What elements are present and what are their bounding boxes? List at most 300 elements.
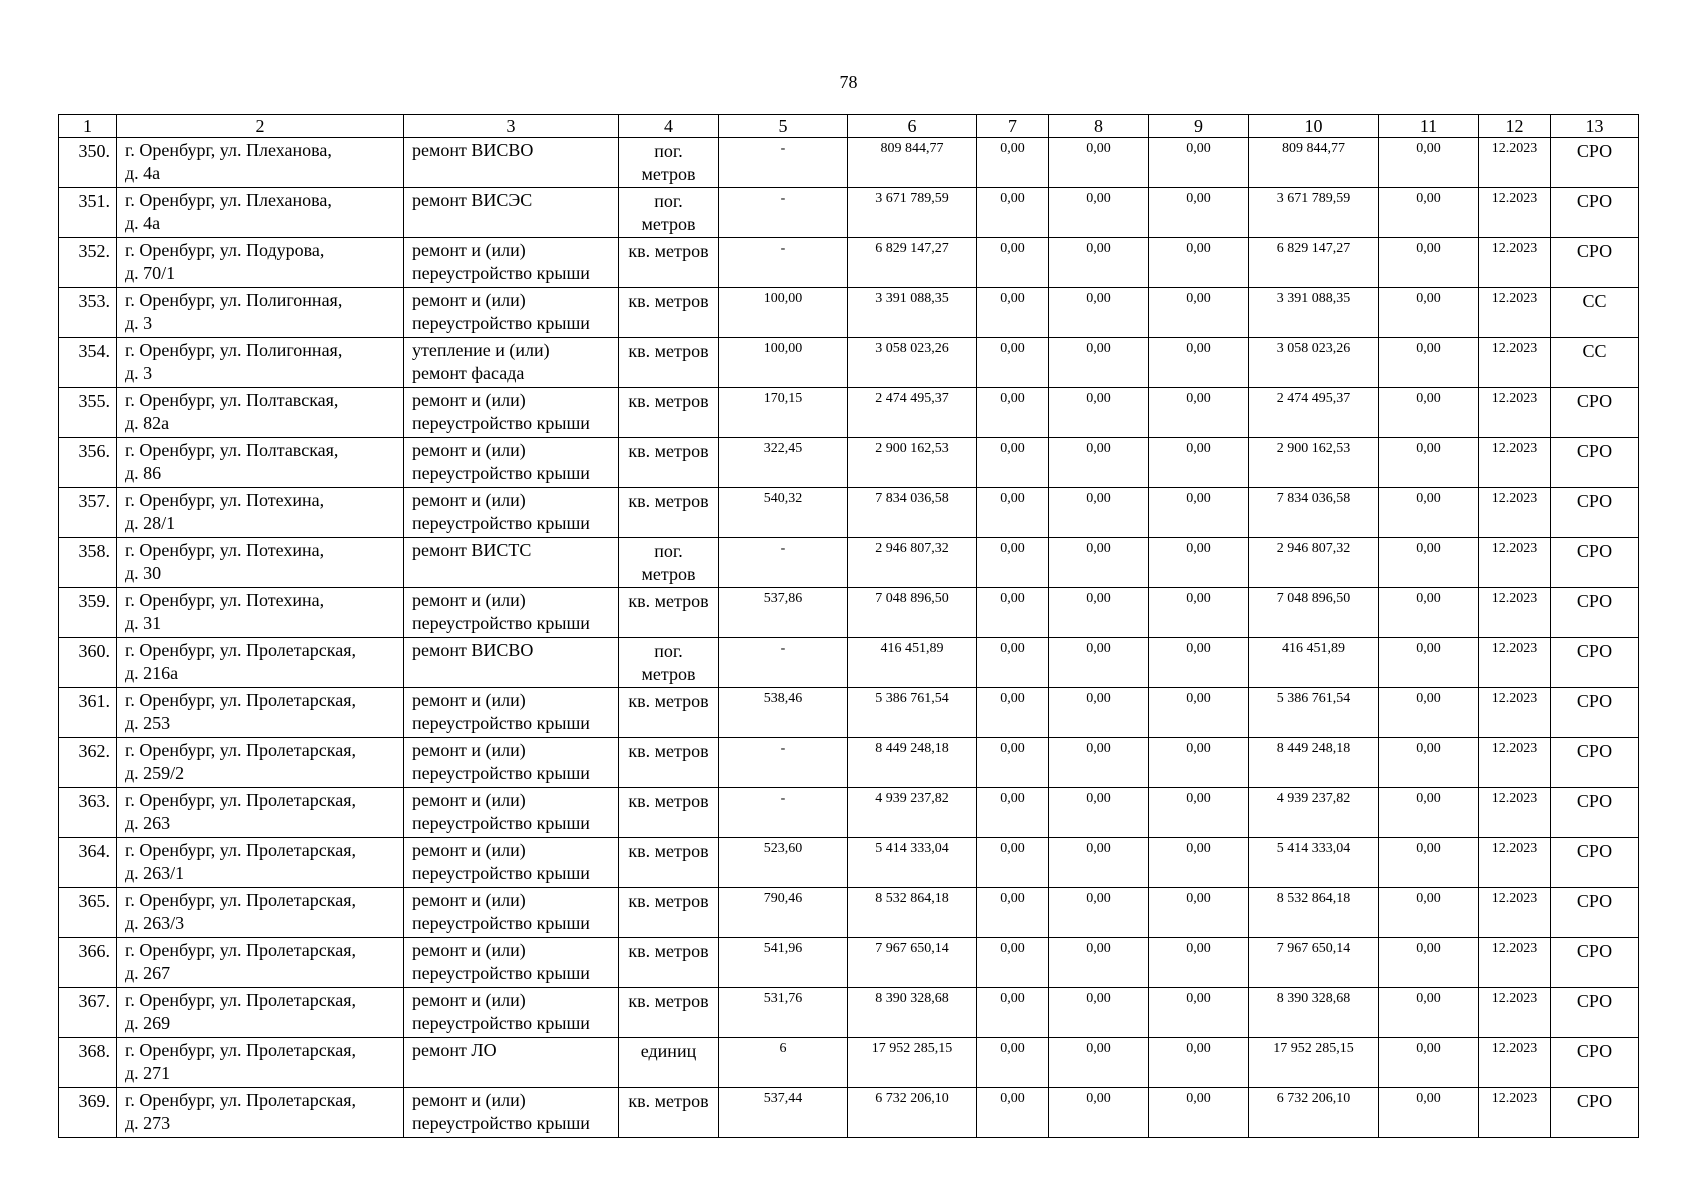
work-type-line: ремонт и (или) <box>412 240 526 260</box>
col11-cell <box>1379 488 1479 538</box>
col11-value: 0,00 <box>1416 891 1441 906</box>
unit-cell <box>619 288 719 338</box>
total-cost: 2 900 162,53 <box>875 441 949 456</box>
col8-value: 0,00 <box>1086 941 1111 956</box>
address-house: д. 271 <box>125 1063 171 1083</box>
col9-cell <box>1149 688 1249 738</box>
col11-value: 0,00 <box>1416 191 1441 206</box>
total-cost: 17 952 285,15 <box>871 1041 953 1056</box>
work-type-cell <box>404 338 619 388</box>
work-type-line: утепление и (или) <box>412 340 550 360</box>
date-cell <box>1479 638 1551 688</box>
date-cell <box>1479 538 1551 588</box>
col11-cell <box>1379 738 1479 788</box>
work-type-line: переустройство крыши <box>412 1013 590 1033</box>
work-type-line: переустройство крыши <box>412 513 590 533</box>
total-cost: 2 474 495,37 <box>875 391 949 406</box>
address-cell <box>117 438 404 488</box>
column-header: 2 <box>117 115 404 138</box>
row-number: 359. <box>78 591 110 611</box>
total-cost: 8 449 248,18 <box>875 741 949 756</box>
col11-cell <box>1379 188 1479 238</box>
quantity: 531,76 <box>763 991 803 1006</box>
col7-value: 0,00 <box>1000 141 1025 156</box>
completion-date: 12.2023 <box>1491 441 1538 456</box>
col7-value: 0,00 <box>1000 191 1025 206</box>
total-cost-cell <box>848 338 977 388</box>
col7-cell <box>977 788 1049 838</box>
col10-cell <box>1249 488 1379 538</box>
fund-source: СРО <box>1576 191 1613 211</box>
column-header: 11 <box>1379 115 1479 138</box>
quantity: 790,46 <box>763 891 803 906</box>
table-row <box>59 138 1639 188</box>
address-cell <box>117 538 404 588</box>
quantity: 100,00 <box>763 341 803 356</box>
fund-source-cell <box>1551 538 1639 588</box>
col10-value: 3 391 088,35 <box>1276 291 1351 306</box>
unit-line: кв. метров <box>628 791 709 811</box>
row-number-cell <box>59 488 117 538</box>
col9-cell <box>1149 638 1249 688</box>
total-cost: 3 391 088,35 <box>875 291 949 306</box>
address-street: г. Оренбург, ул. Пролетарская, <box>125 640 357 660</box>
row-number-cell <box>59 388 117 438</box>
fund-source: СРО <box>1576 841 1613 861</box>
work-type-line: ремонт ВИСВО <box>412 140 534 160</box>
col9-value: 0,00 <box>1186 841 1211 856</box>
unit-cell <box>619 738 719 788</box>
col8-value: 0,00 <box>1086 391 1111 406</box>
col7-cell <box>977 1038 1049 1088</box>
total-cost: 2 946 807,32 <box>875 541 949 556</box>
quantity-cell <box>719 1088 848 1138</box>
address-street: г. Оренбург, ул. Пролетарская, <box>125 940 357 960</box>
address-street: г. Оренбург, ул. Пролетарская, <box>125 690 357 710</box>
address-house: д. 216а <box>125 663 179 683</box>
row-number-cell <box>59 738 117 788</box>
quantity: 322,45 <box>763 441 803 456</box>
address-street: г. Оренбург, ул. Полигонная, <box>125 340 343 360</box>
unit-line: кв. метров <box>628 341 709 361</box>
row-number-cell <box>59 988 117 1038</box>
col11-value: 0,00 <box>1416 841 1441 856</box>
col9-cell <box>1149 488 1249 538</box>
header-row <box>59 115 1639 138</box>
col9-value: 0,00 <box>1186 941 1211 956</box>
column-header: 8 <box>1049 115 1149 138</box>
col9-cell <box>1149 438 1249 488</box>
work-type-cell <box>404 688 619 738</box>
col8-value: 0,00 <box>1086 141 1111 156</box>
total-cost: 7 048 896,50 <box>875 591 949 606</box>
row-number: 356. <box>78 441 110 461</box>
row-number: 353. <box>78 291 110 311</box>
col9-value: 0,00 <box>1186 741 1211 756</box>
total-cost: 8 532 864,18 <box>875 891 949 906</box>
address-cell <box>117 688 404 738</box>
total-cost: 5 386 761,54 <box>875 691 949 706</box>
row-number-cell <box>59 1038 117 1088</box>
fund-source-cell <box>1551 1038 1639 1088</box>
date-cell <box>1479 738 1551 788</box>
work-type-cell <box>404 388 619 438</box>
col8-value: 0,00 <box>1086 491 1111 506</box>
total-cost-cell <box>848 288 977 338</box>
col11-cell <box>1379 838 1479 888</box>
col9-value: 0,00 <box>1186 1041 1211 1056</box>
col7-value: 0,00 <box>1000 391 1025 406</box>
col9-value: 0,00 <box>1186 391 1211 406</box>
col10-cell <box>1249 1038 1379 1088</box>
column-header: 10 <box>1249 115 1379 138</box>
col7-cell <box>977 588 1049 638</box>
fund-source-cell <box>1551 338 1639 388</box>
col8-cell <box>1049 188 1149 238</box>
table-row <box>59 438 1639 488</box>
col8-value: 0,00 <box>1086 341 1111 356</box>
work-type-cell <box>404 288 619 338</box>
col7-cell <box>977 988 1049 1038</box>
address-house: д. 31 <box>125 613 162 633</box>
quantity-cell <box>719 788 848 838</box>
date-cell <box>1479 588 1551 638</box>
unit-cell <box>619 138 719 188</box>
col8-cell <box>1049 438 1149 488</box>
col9-value: 0,00 <box>1186 791 1211 806</box>
fund-source-cell <box>1551 638 1639 688</box>
col11-cell <box>1379 538 1479 588</box>
unit-line: единиц <box>640 1041 697 1061</box>
work-type-line: ремонт фасада <box>412 363 525 383</box>
col8-value: 0,00 <box>1086 741 1111 756</box>
col9-cell <box>1149 188 1249 238</box>
col10-cell <box>1249 638 1379 688</box>
repair-program-table <box>58 114 1639 1138</box>
address-house: д. 253 <box>125 713 171 733</box>
row-number-cell <box>59 688 117 738</box>
col11-cell <box>1379 138 1479 188</box>
work-type-line: переустройство крыши <box>412 863 590 883</box>
col7-value: 0,00 <box>1000 1091 1025 1106</box>
col9-cell <box>1149 588 1249 638</box>
address-street: г. Оренбург, ул. Пролетарская, <box>125 990 357 1010</box>
table-row <box>59 838 1639 888</box>
col7-cell <box>977 338 1049 388</box>
col9-cell <box>1149 1038 1249 1088</box>
unit-line: кв. метров <box>628 591 709 611</box>
col10-value: 7 967 650,14 <box>1276 941 1351 956</box>
work-type-line: ремонт и (или) <box>412 590 526 610</box>
unit-line: кв. метров <box>628 1091 709 1111</box>
col8-value: 0,00 <box>1086 291 1111 306</box>
fund-source: СРО <box>1576 891 1613 911</box>
col11-value: 0,00 <box>1416 141 1441 156</box>
row-number: 363. <box>78 791 110 811</box>
work-type-line: ремонт и (или) <box>412 890 526 910</box>
row-number: 366. <box>78 941 110 961</box>
column-header: 13 <box>1551 115 1639 138</box>
address-house: д. 3 <box>125 363 153 383</box>
col10-value: 2 474 495,37 <box>1276 391 1351 406</box>
table-row <box>59 338 1639 388</box>
address-cell <box>117 888 404 938</box>
col11-cell <box>1379 1088 1479 1138</box>
column-header: 4 <box>619 115 719 138</box>
col9-value: 0,00 <box>1186 691 1211 706</box>
quantity: 541,96 <box>763 941 803 956</box>
unit-line: кв. метров <box>628 291 709 311</box>
fund-source: СС <box>1582 291 1607 311</box>
row-number-cell <box>59 888 117 938</box>
col9-value: 0,00 <box>1186 241 1211 256</box>
col11-cell <box>1379 1038 1479 1088</box>
col11-cell <box>1379 638 1479 688</box>
address-cell <box>117 288 404 338</box>
date-cell <box>1479 838 1551 888</box>
total-cost-cell <box>848 188 977 238</box>
table-row <box>59 1088 1639 1138</box>
col10-value: 4 939 237,82 <box>1276 791 1351 806</box>
col7-cell <box>977 288 1049 338</box>
date-cell <box>1479 238 1551 288</box>
col10-value: 8 390 328,68 <box>1276 991 1351 1006</box>
completion-date: 12.2023 <box>1491 591 1538 606</box>
total-cost: 7 834 036,58 <box>875 491 949 506</box>
unit-line: кв. метров <box>628 691 709 711</box>
work-type-cell <box>404 138 619 188</box>
col7-value: 0,00 <box>1000 791 1025 806</box>
work-type-line: переустройство крыши <box>412 613 590 633</box>
quantity: 538,46 <box>763 691 803 706</box>
fund-source: СРО <box>1576 241 1613 261</box>
address-cell <box>117 738 404 788</box>
work-type-cell <box>404 938 619 988</box>
row-number: 358. <box>78 541 110 561</box>
date-cell <box>1479 388 1551 438</box>
address-street: г. Оренбург, ул. Пролетарская, <box>125 790 357 810</box>
col10-cell <box>1249 688 1379 738</box>
col10-cell <box>1249 438 1379 488</box>
col8-cell <box>1049 488 1149 538</box>
fund-source: СС <box>1582 341 1607 361</box>
completion-date: 12.2023 <box>1491 791 1538 806</box>
work-type-line: переустройство крыши <box>412 1113 590 1133</box>
column-header: 7 <box>977 115 1049 138</box>
row-number: 362. <box>78 741 110 761</box>
row-number: 351. <box>78 191 110 211</box>
total-cost: 5 414 333,04 <box>875 841 949 856</box>
unit-line: кв. метров <box>628 991 709 1011</box>
address-house: д. 70/1 <box>125 263 176 283</box>
address-cell <box>117 1038 404 1088</box>
completion-date: 12.2023 <box>1491 691 1538 706</box>
date-cell <box>1479 138 1551 188</box>
fund-source-cell <box>1551 788 1639 838</box>
col9-value: 0,00 <box>1186 141 1211 156</box>
quantity: 100,00 <box>763 291 803 306</box>
col9-value: 0,00 <box>1186 341 1211 356</box>
quantity: 170,15 <box>763 391 803 406</box>
work-type-cell <box>404 588 619 638</box>
table-row <box>59 188 1639 238</box>
total-cost-cell <box>848 988 977 1038</box>
address-street: г. Оренбург, ул. Плеханова, <box>125 140 332 160</box>
total-cost-cell <box>848 688 977 738</box>
column-header: 12 <box>1479 115 1551 138</box>
col8-value: 0,00 <box>1086 191 1111 206</box>
address-house: д. 28/1 <box>125 513 176 533</box>
col11-value: 0,00 <box>1416 291 1441 306</box>
row-number-cell <box>59 438 117 488</box>
address-street: г. Оренбург, ул. Пролетарская, <box>125 1090 357 1110</box>
row-number-cell <box>59 588 117 638</box>
col11-value: 0,00 <box>1416 491 1441 506</box>
col8-cell <box>1049 838 1149 888</box>
col10-value: 8 532 864,18 <box>1276 891 1351 906</box>
col8-cell <box>1049 588 1149 638</box>
table-row <box>59 988 1639 1038</box>
total-cost: 4 939 237,82 <box>875 791 949 806</box>
table-row <box>59 388 1639 438</box>
row-number: 364. <box>78 841 110 861</box>
address-cell <box>117 338 404 388</box>
address-house: д. 4а <box>125 163 161 183</box>
col10-cell <box>1249 538 1379 588</box>
col8-cell <box>1049 638 1149 688</box>
address-cell <box>117 788 404 838</box>
total-cost-cell <box>848 538 977 588</box>
total-cost: 3 058 023,26 <box>875 341 949 356</box>
total-cost: 8 390 328,68 <box>875 991 949 1006</box>
work-type-cell <box>404 738 619 788</box>
unit-line: кв. метров <box>628 491 709 511</box>
row-number: 357. <box>78 491 110 511</box>
quantity-cell <box>719 338 848 388</box>
col11-cell <box>1379 588 1479 638</box>
col10-value: 5 386 761,54 <box>1276 691 1351 706</box>
col10-cell <box>1249 738 1379 788</box>
work-type-cell <box>404 788 619 838</box>
quantity-cell <box>719 438 848 488</box>
address-street: г. Оренбург, ул. Потехина, <box>125 490 325 510</box>
fund-source-cell <box>1551 888 1639 938</box>
col9-cell <box>1149 388 1249 438</box>
col11-value: 0,00 <box>1416 741 1441 756</box>
work-type-line: ремонт и (или) <box>412 690 526 710</box>
total-cost: 6 829 147,27 <box>875 241 949 256</box>
total-cost-cell <box>848 888 977 938</box>
fund-source: СРО <box>1576 441 1613 461</box>
col9-value: 0,00 <box>1186 1091 1211 1106</box>
col10-cell <box>1249 588 1379 638</box>
unit-cell <box>619 988 719 1038</box>
col10-value: 6 829 147,27 <box>1276 241 1351 256</box>
unit-line: пог. <box>654 541 683 561</box>
work-type-line: переустройство крыши <box>412 463 590 483</box>
col11-value: 0,00 <box>1416 541 1441 556</box>
row-number-cell <box>59 538 117 588</box>
unit-cell <box>619 588 719 638</box>
address-house: д. 82а <box>125 413 170 433</box>
work-type-line: ремонт ЛО <box>412 1040 497 1060</box>
col8-value: 0,00 <box>1086 691 1111 706</box>
row-number-cell <box>59 938 117 988</box>
quantity-cell <box>719 838 848 888</box>
quantity-cell <box>719 688 848 738</box>
col11-cell <box>1379 788 1479 838</box>
col8-cell <box>1049 938 1149 988</box>
col7-cell <box>977 888 1049 938</box>
col11-cell <box>1379 888 1479 938</box>
col11-value: 0,00 <box>1416 241 1441 256</box>
quantity-cell <box>719 288 848 338</box>
col10-value: 8 449 248,18 <box>1276 741 1351 756</box>
address-street: г. Оренбург, ул. Потехина, <box>125 590 325 610</box>
work-type-line: переустройство крыши <box>412 963 590 983</box>
total-cost-cell <box>848 238 977 288</box>
row-number-cell <box>59 1088 117 1138</box>
date-cell <box>1479 938 1551 988</box>
completion-date: 12.2023 <box>1491 541 1538 556</box>
quantity: - <box>780 141 786 156</box>
col8-value: 0,00 <box>1086 991 1111 1006</box>
unit-cell <box>619 688 719 738</box>
col10-value: 416 451,89 <box>1282 641 1345 656</box>
col7-value: 0,00 <box>1000 541 1025 556</box>
completion-date: 12.2023 <box>1491 741 1538 756</box>
col11-cell <box>1379 238 1479 288</box>
date-cell <box>1479 188 1551 238</box>
row-number-cell <box>59 188 117 238</box>
row-number-cell <box>59 788 117 838</box>
table-row <box>59 938 1639 988</box>
address-cell <box>117 488 404 538</box>
col9-cell <box>1149 838 1249 888</box>
col10-cell <box>1249 788 1379 838</box>
work-type-line: ремонт ВИСТС <box>412 540 532 560</box>
work-type-line: ремонт и (или) <box>412 990 526 1010</box>
row-number: 361. <box>78 691 110 711</box>
col9-value: 0,00 <box>1186 191 1211 206</box>
address-house: д. 263 <box>125 813 171 833</box>
col8-value: 0,00 <box>1086 241 1111 256</box>
col10-cell <box>1249 238 1379 288</box>
total-cost-cell <box>848 488 977 538</box>
col8-value: 0,00 <box>1086 541 1111 556</box>
completion-date: 12.2023 <box>1491 841 1538 856</box>
col8-value: 0,00 <box>1086 791 1111 806</box>
col7-cell <box>977 388 1049 438</box>
col11-cell <box>1379 388 1479 438</box>
work-type-cell <box>404 838 619 888</box>
quantity: - <box>780 741 786 756</box>
col11-cell <box>1379 988 1479 1038</box>
fund-source: СРО <box>1576 941 1613 961</box>
col7-cell <box>977 188 1049 238</box>
address-street: г. Оренбург, ул. Пролетарская, <box>125 840 357 860</box>
col11-cell <box>1379 288 1479 338</box>
col9-value: 0,00 <box>1186 491 1211 506</box>
quantity-cell <box>719 238 848 288</box>
col10-value: 5 414 333,04 <box>1276 841 1351 856</box>
fund-source: СРО <box>1576 1041 1613 1061</box>
unit-line: пог. <box>654 191 683 211</box>
address-cell <box>117 1088 404 1138</box>
address-cell <box>117 838 404 888</box>
quantity: 537,86 <box>763 591 803 606</box>
col8-cell <box>1049 788 1149 838</box>
